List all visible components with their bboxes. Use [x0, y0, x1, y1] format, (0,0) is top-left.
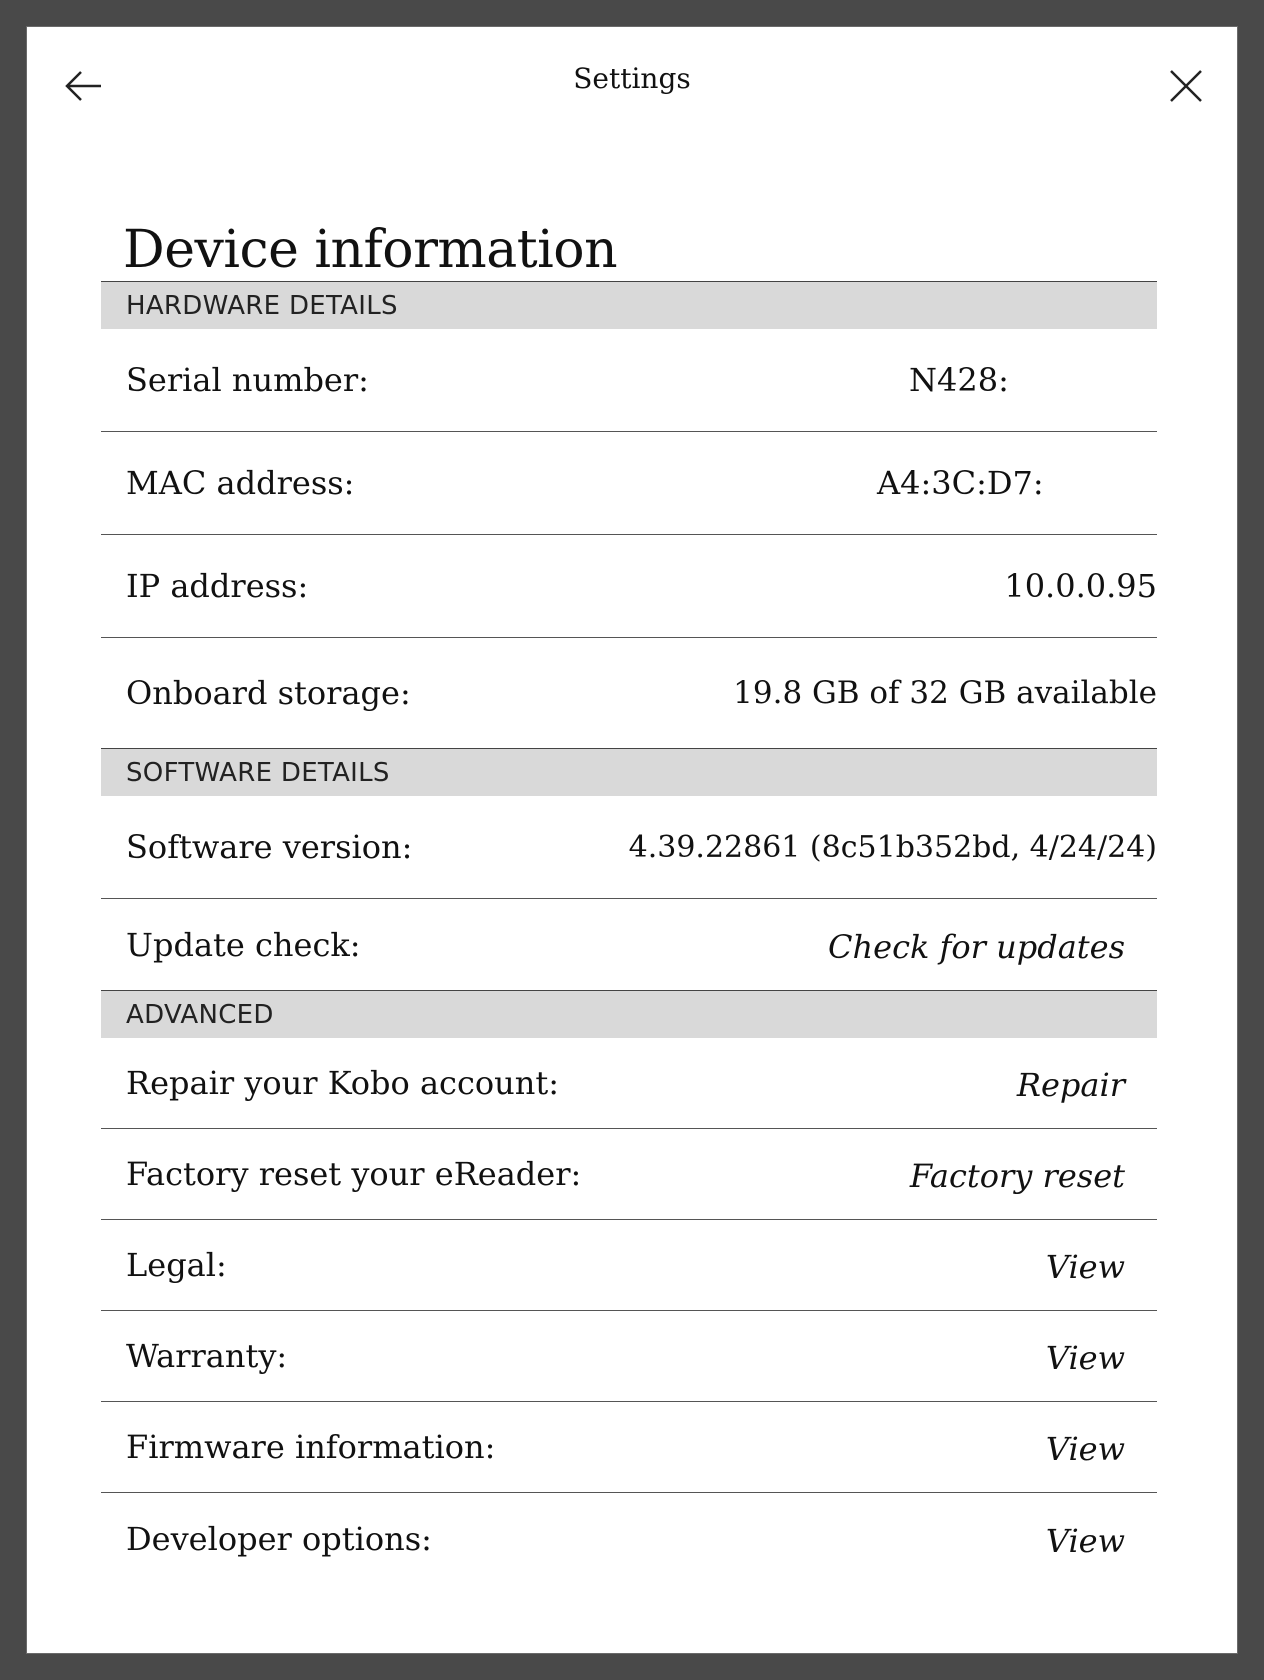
- warranty-label: Warranty:: [126, 1337, 288, 1375]
- top-bar: [27, 27, 1237, 137]
- row-onboard-storage: [101, 638, 1157, 748]
- serial-number-value: [909, 329, 1009, 431]
- row-mac-address: [101, 432, 1157, 535]
- firmware-view-link[interactable]: View: [1045, 1430, 1125, 1468]
- warranty-view-link[interactable]: View: [1045, 1339, 1125, 1377]
- row-serial-number: [101, 329, 1157, 432]
- mac-address-value: [877, 432, 1044, 534]
- serial-number-text: N428:: [909, 361, 1009, 399]
- row-developer-options: [101, 1493, 1157, 1584]
- device-info-list: [101, 281, 1157, 1584]
- repair-account-label: Repair your Kobo account:: [126, 1064, 559, 1102]
- section-header-hardware: HARDWARE DETAILS: [101, 281, 1157, 329]
- section-header-software: SOFTWARE DETAILS: [101, 748, 1157, 796]
- software-version-label: Software version:: [126, 828, 413, 866]
- settings-panel: [26, 26, 1238, 1654]
- check-for-updates-link[interactable]: Check for updates: [828, 927, 1125, 966]
- row-repair-account: [101, 1038, 1157, 1129]
- serial-number-label: Serial number:: [126, 361, 369, 399]
- developer-options-label: Developer options:: [126, 1519, 432, 1558]
- mac-address-label: MAC address:: [126, 464, 355, 502]
- close-button[interactable]: [1163, 63, 1209, 109]
- onboard-storage-label: Onboard storage:: [126, 674, 411, 712]
- firmware-information-label: Firmware information:: [126, 1428, 496, 1466]
- section-header-advanced: ADVANCED: [101, 990, 1157, 1038]
- mac-address-text: A4:3C:D7:: [877, 464, 1044, 502]
- page-title: Device information: [123, 220, 618, 280]
- row-factory-reset: [101, 1129, 1157, 1220]
- row-update-check: [101, 899, 1157, 990]
- onboard-storage-value: 19.8 GB of 32 GB available: [733, 675, 1157, 711]
- repair-link[interactable]: Repair: [1016, 1066, 1125, 1104]
- row-software-version: [101, 796, 1157, 899]
- row-legal: [101, 1220, 1157, 1311]
- software-version-value: 4.39.22861 (8c51b352bd, 4/24/24): [628, 829, 1157, 865]
- legal-label: Legal:: [126, 1246, 227, 1284]
- close-icon: [1163, 63, 1209, 109]
- topbar-title: Settings: [573, 62, 691, 95]
- update-check-label: Update check:: [126, 925, 361, 964]
- row-ip-address: [101, 535, 1157, 638]
- factory-reset-label: Factory reset your eReader:: [126, 1155, 582, 1193]
- row-firmware-information: [101, 1402, 1157, 1493]
- legal-view-link[interactable]: View: [1045, 1248, 1125, 1286]
- ip-address-label: IP address:: [126, 567, 309, 605]
- row-warranty: [101, 1311, 1157, 1402]
- ip-address-value: 10.0.0.95: [1004, 567, 1157, 605]
- developer-options-view-link[interactable]: View: [1045, 1521, 1125, 1560]
- factory-reset-link[interactable]: Factory reset: [909, 1157, 1125, 1195]
